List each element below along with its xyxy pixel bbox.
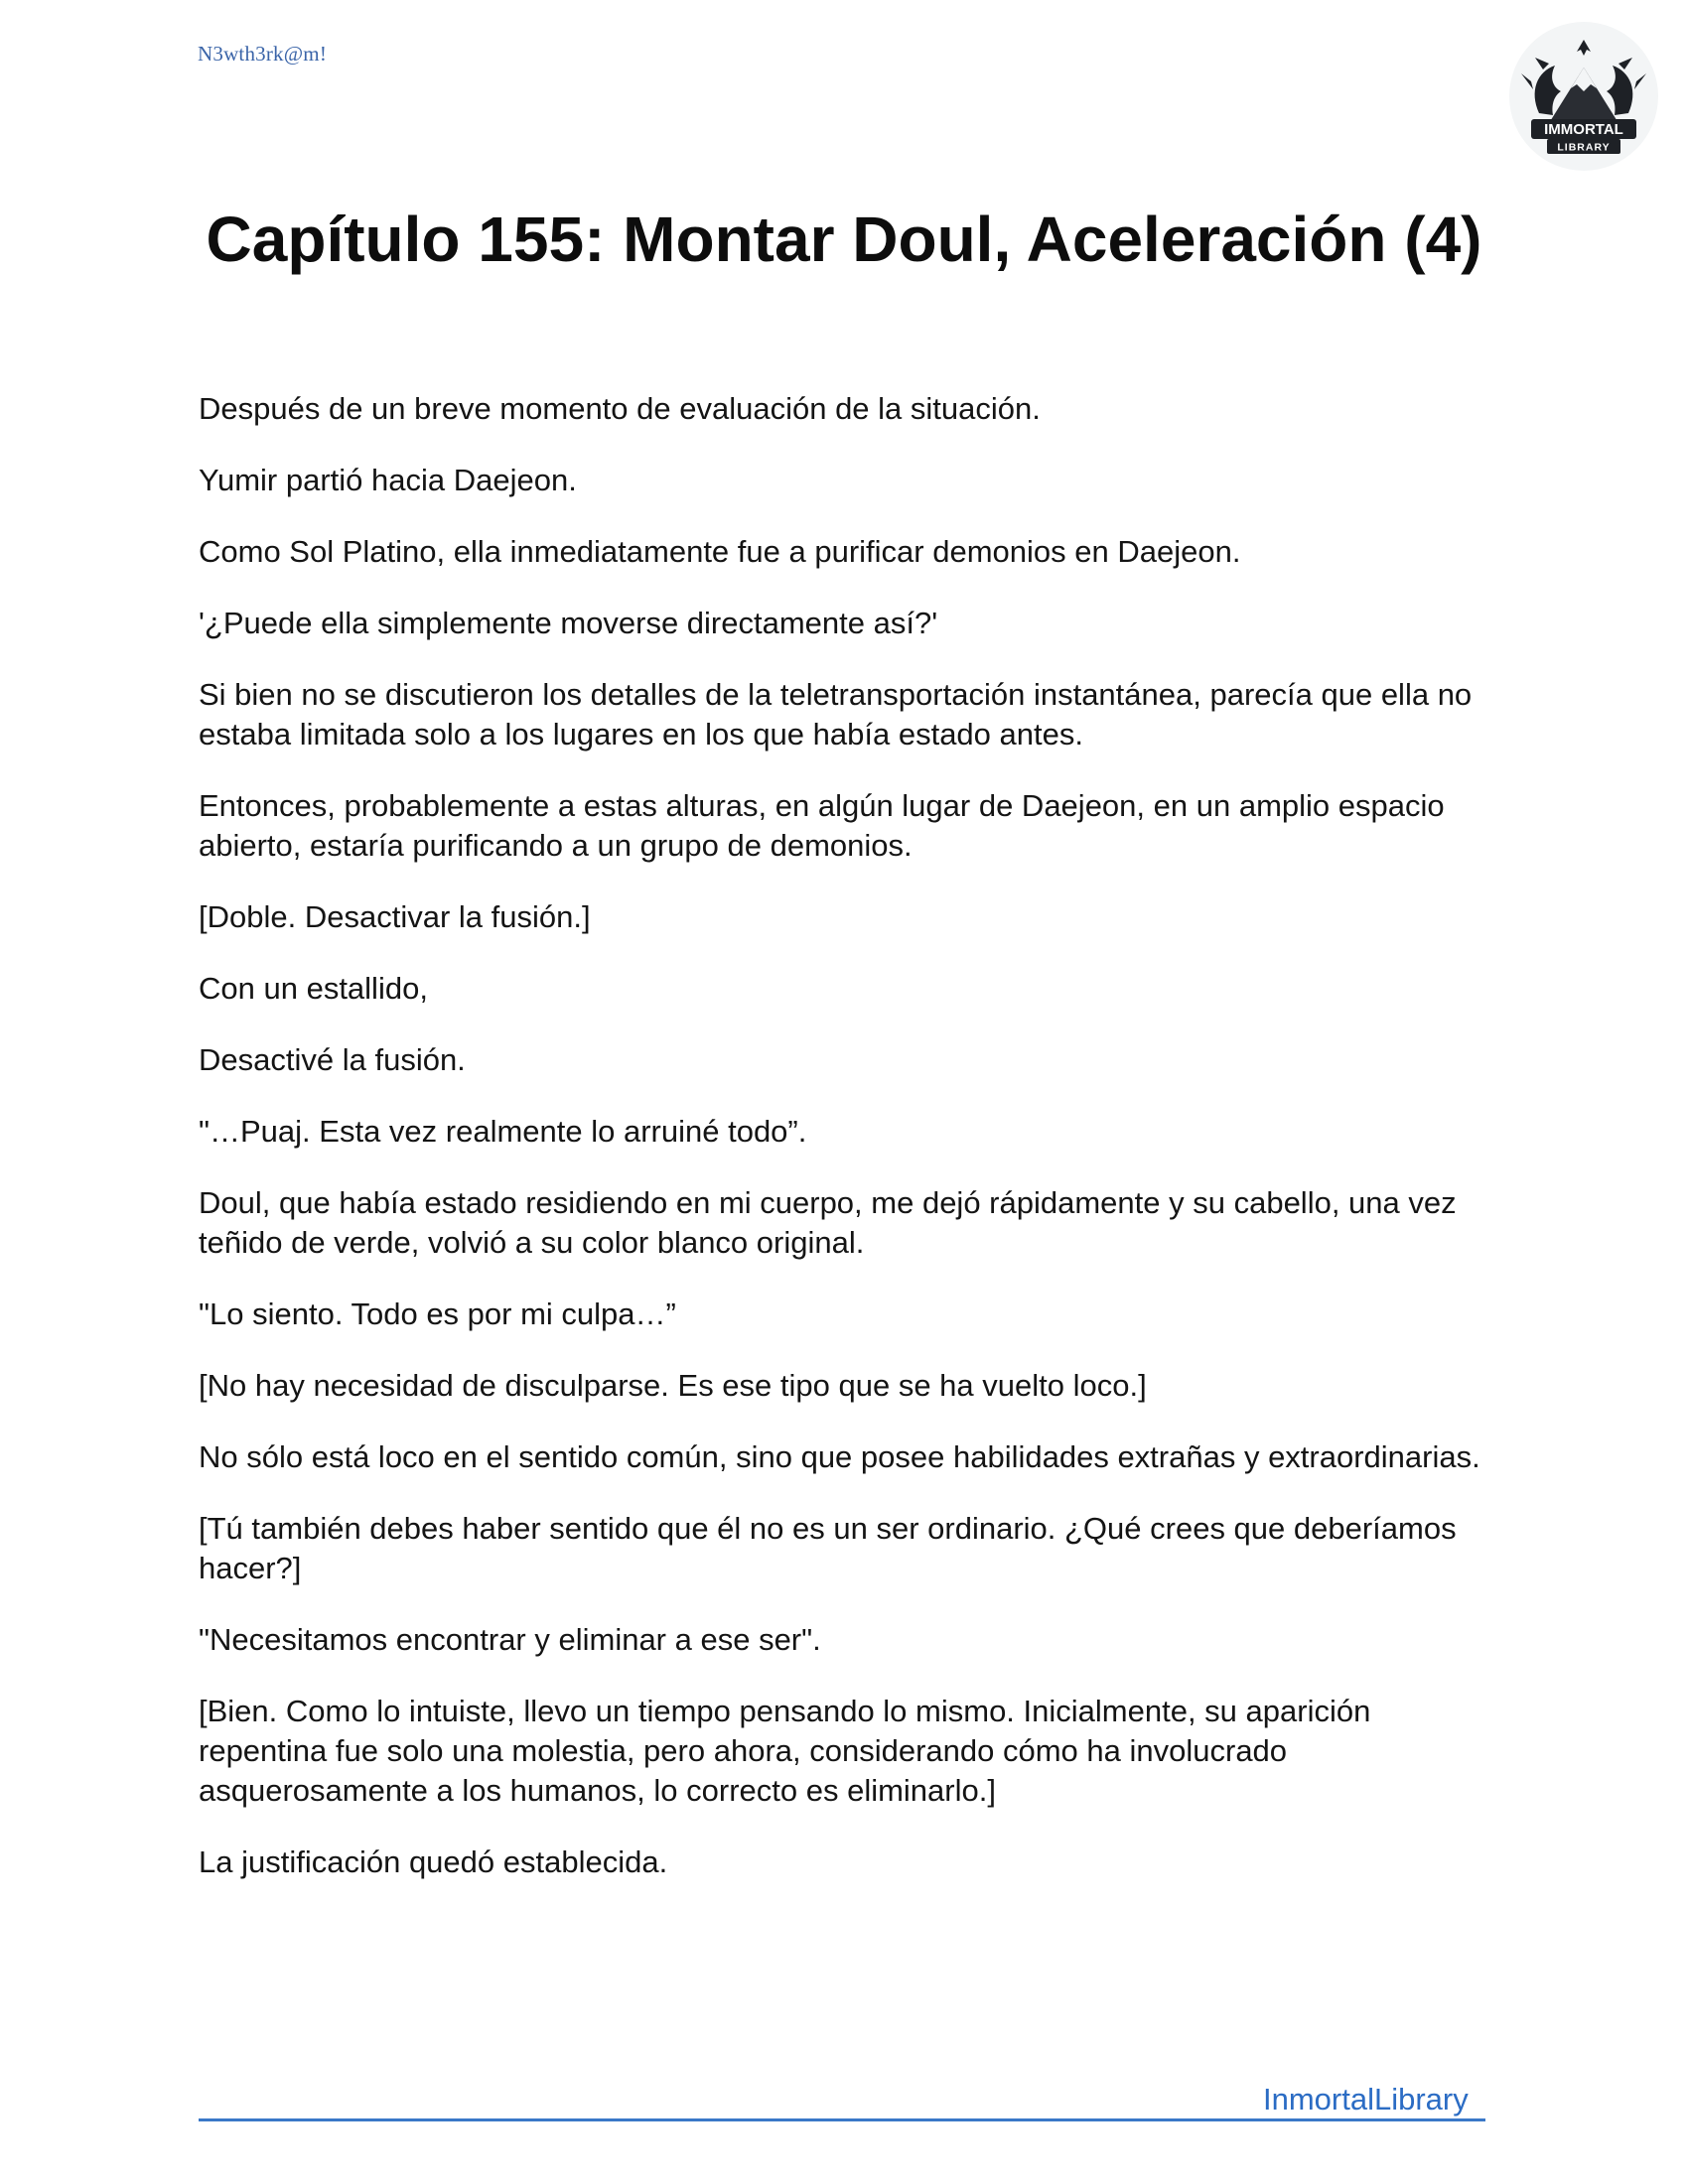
logo-line2-text: LIBRARY xyxy=(1557,141,1611,154)
watermark-text: N3wth3rk@m! xyxy=(198,42,328,66)
paragraph: Entonces, probablemente a estas alturas, en algún lugar de Daejeon, en un amplio espacio abierto, estaría purificando a un grupo de demonios. xyxy=(199,788,1445,863)
paragraph: Con un estallido, xyxy=(199,971,428,1006)
paragraph: '¿Puede ella simplemente moverse directamente así?' xyxy=(199,606,938,640)
paragraph: [Tú también debes haber sentido que él no es un ser ordinario. ¿Qué crees que deberíamos hacer?] xyxy=(199,1511,1457,1585)
dragon-mountain-icon xyxy=(1509,22,1658,171)
immortal-library-logo xyxy=(1509,22,1658,171)
chapter-body xyxy=(199,389,1489,1914)
footer-link[interactable]: InmortalLibrary xyxy=(1263,2082,1469,2116)
paragraph: Como Sol Platino, ella inmediatamente fue a purificar demonios en Daejeon. xyxy=(199,534,1241,569)
paragraph: [Doble. Desactivar la fusión.] xyxy=(199,899,591,934)
paragraph: La justificación quedó establecida. xyxy=(199,1844,668,1879)
paragraph: "…Puaj. Esta vez realmente lo arruiné todo”. xyxy=(199,1114,807,1149)
paragraph: Desactivé la fusión. xyxy=(199,1042,466,1077)
paragraph: [No hay necesidad de disculparse. Es ese tipo que se ha vuelto loco.] xyxy=(199,1368,1147,1403)
logo-line1-text: IMMORTAL xyxy=(1544,121,1623,138)
paragraph: "Lo siento. Todo es por mi culpa…” xyxy=(199,1297,676,1331)
paragraph: "Necesitamos encontrar y eliminar a ese ser". xyxy=(199,1622,821,1657)
paragraph: Si bien no se discutieron los detalles de la teletransportación instantánea, parecía que ella no estaba limitada solo a los lugares en los que había estado antes. xyxy=(199,677,1473,751)
paragraph: [Bien. Como lo intuiste, llevo un tiempo pensando lo mismo. Inicialmente, su aparición repentina fue solo una molestia, pero ahora, considerando cómo ha involucrado asquerosamente a los humanos, lo correcto es eliminarlo.] xyxy=(199,1694,1371,1808)
footer-divider xyxy=(199,2118,1485,2121)
paragraph: Doul, que había estado residiendo en mi cuerpo, me dejó rápidamente y su cabello, una vez teñido de verde, volvió a su color blanco original. xyxy=(199,1185,1457,1260)
paragraph: No sólo está loco en el sentido común, sino que posee habilidades extrañas y extraordinarias. xyxy=(199,1439,1480,1474)
paragraph: Después de un breve momento de evaluación de la situación. xyxy=(199,391,1041,426)
chapter-title: Capítulo 155: Montar Doul, Aceleración (4) xyxy=(206,204,1482,275)
paragraph: Yumir partió hacia Daejeon. xyxy=(199,463,577,497)
